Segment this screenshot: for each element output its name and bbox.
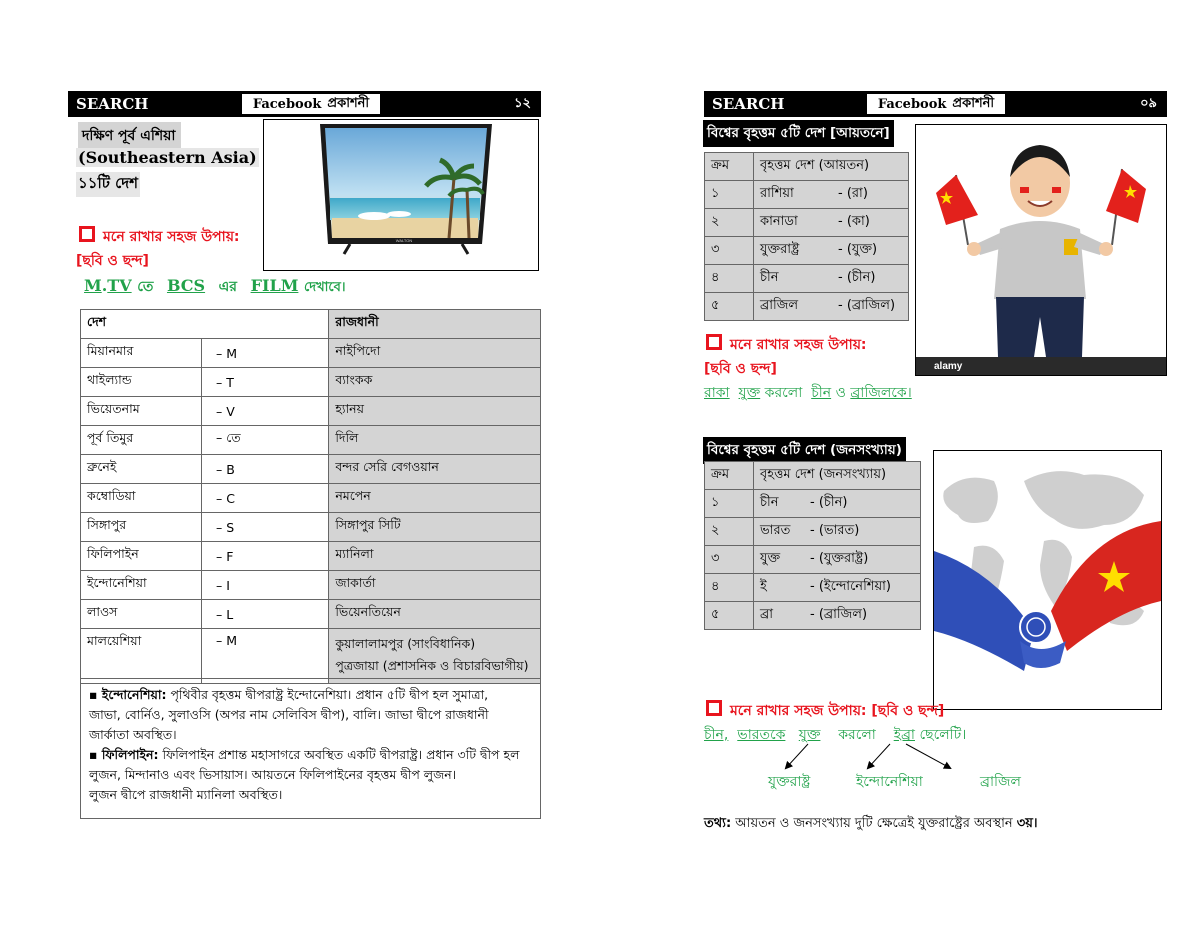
mnemonic-film: FILM bbox=[250, 276, 299, 295]
capitals-table-body bbox=[81, 339, 541, 629]
arrow-to-brazil bbox=[906, 744, 950, 768]
country-cell: সিঙ্গাপুর bbox=[81, 513, 202, 542]
fact-label: তথ্য: bbox=[704, 816, 732, 831]
country-abbr: - (চীন) bbox=[838, 270, 876, 285]
country-name: ব্রাজিল bbox=[760, 298, 799, 313]
table-row bbox=[81, 571, 541, 600]
country-cell: মালয়েশিয়া bbox=[81, 629, 202, 684]
rank-cell: ২ bbox=[705, 209, 754, 237]
tip-sub-left: [ছবি ও ছন্দ] bbox=[76, 253, 149, 269]
mnemonic-te: তে bbox=[137, 279, 154, 295]
handshake-map-illustration bbox=[934, 451, 1161, 709]
rank-cell: ৩ bbox=[705, 237, 754, 265]
table-row bbox=[81, 513, 541, 542]
left-page-header bbox=[68, 91, 541, 117]
note-indonesia-3: জার্কাতা অবস্থিত। bbox=[89, 727, 177, 742]
capital-line-2: পুত্রজায়া (প্রশাসনিক ও বিচারবিভাগীয়) bbox=[335, 658, 529, 673]
table-row bbox=[705, 293, 909, 321]
tv-image-frame bbox=[263, 119, 539, 271]
country-name: চীন bbox=[760, 495, 779, 510]
table-row bbox=[81, 397, 541, 426]
tip-title-left bbox=[79, 225, 240, 249]
note-philippines-3: লুজন দ্বীপে রাজধানী ম্যানিলা অবস্থিত। bbox=[89, 787, 283, 802]
mnemonic-dekhabe: দেখাবে। bbox=[303, 280, 346, 295]
capital-cell: বন্দর সেরি বেগওয়ান bbox=[329, 455, 541, 484]
page-number: ১২ bbox=[514, 95, 531, 111]
country-cell: ইন্দোনেশিয়া bbox=[81, 571, 202, 600]
code-cell: – B bbox=[202, 455, 329, 484]
capital-cell: জাকার্তা bbox=[329, 571, 541, 600]
rank-cell: ১ bbox=[705, 181, 754, 209]
country-abbr: - (ইন্দোনেশিয়া) bbox=[810, 579, 891, 594]
code-cell: – C bbox=[202, 484, 329, 513]
note-philippines-2: লুজন, মিন্দানাও এবং ভিসায়াস। আয়তনে ফিলিপাইনের বৃহত্তম দ্বীপ লুজন। bbox=[89, 767, 457, 782]
table-row bbox=[705, 574, 921, 602]
country-cell: ভিয়েতনাম bbox=[81, 397, 202, 426]
publisher-name: প্রকাশনী bbox=[327, 95, 370, 111]
country-cell: থাইল্যান্ড bbox=[81, 368, 202, 397]
rank-cell: ৩ bbox=[705, 546, 754, 574]
col-name-header: বৃহত্তম দেশ (জনসংখ্যায়) bbox=[754, 462, 921, 490]
code-cell: – M bbox=[202, 629, 329, 684]
country-cell bbox=[754, 181, 909, 209]
tip-title-text: মনে রাখার সহজ উপায়: bbox=[103, 229, 240, 245]
country-abbr: - (চীন) bbox=[810, 495, 848, 510]
branch-indonesia: ইন্দোনেশিয়া bbox=[856, 774, 923, 790]
col-name-header: বৃহত্তম দেশ (আয়তন) bbox=[754, 153, 909, 181]
mn-w5: ইব্রা bbox=[893, 727, 915, 743]
arrow-to-indonesia bbox=[868, 744, 890, 768]
code-cell: – V bbox=[202, 397, 329, 426]
mn-w2: ভারতকে bbox=[737, 727, 786, 743]
arrow-to-usa bbox=[786, 744, 808, 768]
area-rank-body bbox=[705, 181, 909, 321]
rank-cell: ২ bbox=[705, 518, 754, 546]
country-cell: মিয়ানমার bbox=[81, 339, 202, 368]
mn-w4: চীন bbox=[811, 385, 832, 401]
population-section-title: বিশ্বের বৃহত্তম ৫টি দেশ (জনসংখ্যায়) bbox=[703, 437, 906, 464]
table-row bbox=[705, 602, 921, 630]
capital-cell: হ্যানয় bbox=[329, 397, 541, 426]
table-row bbox=[705, 181, 909, 209]
mnemonic-bcs: BCS bbox=[166, 276, 206, 295]
region-title-en: (Southeastern Asia) bbox=[78, 148, 257, 167]
country-cell: ব্রুনেই bbox=[81, 455, 202, 484]
note-indonesia-1: ▪ ইন্দোনেশিয়া: পৃথিবীর বৃহত্তম দ্বীপরাষ্ট্র ইন্দোনেশিয়া। প্রধান ৫টি দ্বীপ হল সুমাত্রা, bbox=[89, 687, 489, 702]
country-cell: লাওস bbox=[81, 600, 202, 629]
code-cell: – তে bbox=[202, 426, 329, 455]
table-row-malaysia bbox=[81, 629, 541, 684]
note-indonesia-label: ইন্দোনেশিয়া: bbox=[101, 687, 167, 702]
country-cell bbox=[754, 546, 921, 574]
note-text: ফিলিপাইন প্রশান্ত মহাসাগরে অবস্থিত একটি দ্বীপরাষ্ট্র। প্রধান ৩টি দ্বীপ হল bbox=[162, 747, 520, 762]
tip-title-area bbox=[706, 333, 867, 357]
capital-cell: নমপেন bbox=[329, 484, 541, 513]
notes-box bbox=[80, 678, 541, 819]
country-cell bbox=[754, 265, 909, 293]
country-abbr: - (ব্রাজিল) bbox=[838, 298, 896, 313]
country-cell bbox=[754, 490, 921, 518]
tip-title-text: মনে রাখার সহজ উপায়: bbox=[730, 337, 867, 353]
rank-cell: ৪ bbox=[705, 265, 754, 293]
page-number: ০৯ bbox=[1140, 95, 1157, 111]
capital-cell: ব্যাংকক bbox=[329, 368, 541, 397]
note-philippines-label: ফিলিপাইন: bbox=[101, 747, 159, 762]
rank-cell: ৫ bbox=[705, 293, 754, 321]
mnemonic-left bbox=[84, 275, 346, 299]
country-cell bbox=[754, 602, 921, 630]
country-name: যুক্তরাষ্ট্র bbox=[760, 242, 800, 257]
square-bullet-icon bbox=[79, 226, 95, 242]
tv-illustration bbox=[264, 120, 538, 270]
code-cell: – T bbox=[202, 368, 329, 397]
capital-cell: সিঙ্গাপুর সিটি bbox=[329, 513, 541, 542]
code-cell: – F bbox=[202, 542, 329, 571]
branch-brazil: ব্রাজিল bbox=[980, 774, 1021, 790]
handshake-map-photo bbox=[933, 450, 1162, 710]
country-name: চীন bbox=[760, 270, 779, 285]
code-cell: – L bbox=[202, 600, 329, 629]
country-cell: ফিলিপাইন bbox=[81, 542, 202, 571]
fact-text: আয়তন ও জনসংখ্যায় দুটি ক্ষেত্রেই যুক্তরাষ্ট্রের অবস্থান bbox=[735, 816, 1013, 831]
code-cell: – M bbox=[202, 339, 329, 368]
capital-cell: দিলি bbox=[329, 426, 541, 455]
country-name: ই bbox=[760, 579, 767, 594]
capital-cell: ম্যানিলা bbox=[329, 542, 541, 571]
square-bullet-icon bbox=[706, 700, 722, 716]
country-abbr: - (ব্রাজিল) bbox=[810, 607, 868, 622]
note-philippines-1: ▪ ফিলিপাইন: ফিলিপাইন প্রশান্ত মহাসাগরে অবস্থিত একটি দ্বীপরাষ্ট্র। প্রধান ৩টি দ্বীপ হল bbox=[89, 747, 520, 762]
col-country-header: দেশ bbox=[81, 310, 329, 339]
country-cell: পূর্ব তিমুর bbox=[81, 426, 202, 455]
fact-line bbox=[704, 814, 1038, 835]
country-abbr: - (যুক্তরাষ্ট্র) bbox=[810, 551, 869, 566]
col-capital-header: রাজধানী bbox=[329, 310, 541, 339]
table-header-row bbox=[705, 462, 921, 490]
publisher-name: প্রকাশনী bbox=[952, 95, 995, 111]
country-cell: কম্বোডিয়া bbox=[81, 484, 202, 513]
square-bullet-icon bbox=[706, 334, 722, 350]
mnemonic-tv: TV bbox=[107, 276, 132, 295]
tv-brand-label: WALTON bbox=[395, 238, 413, 243]
child-flags-photo bbox=[915, 124, 1167, 376]
branch-arrows bbox=[700, 738, 1000, 778]
mnemonic-dot: . bbox=[101, 276, 108, 295]
mn-w3: করলো bbox=[764, 385, 803, 401]
country-abbr: - (যুক্ত) bbox=[838, 242, 878, 257]
mn-w4: করলো bbox=[838, 727, 876, 743]
mn-w1: রাকা bbox=[704, 385, 730, 401]
table-row bbox=[81, 368, 541, 397]
capitals-table bbox=[80, 309, 541, 684]
country-cell bbox=[754, 293, 909, 321]
code-cell: – I bbox=[202, 571, 329, 600]
photo-watermark: alamy bbox=[934, 361, 963, 372]
capital-cell bbox=[329, 629, 541, 684]
table-row bbox=[705, 209, 909, 237]
country-name: রাশিয়া bbox=[760, 186, 794, 201]
table-row bbox=[81, 339, 541, 368]
table-row bbox=[705, 265, 909, 293]
country-name: ব্রা bbox=[760, 607, 774, 622]
brand-title: SEARCH bbox=[712, 95, 785, 113]
tip-title-text: মনে রাখার সহজ উপায়: [ছবি ও ছন্দ] bbox=[730, 703, 945, 719]
tip-title-population bbox=[706, 699, 944, 723]
mn-w1: চীন, bbox=[704, 727, 729, 743]
country-cell bbox=[754, 237, 909, 265]
region-title-bn: দক্ষিণ পূর্ব এশিয়া bbox=[78, 122, 181, 150]
mnemonic-area bbox=[704, 381, 912, 405]
publisher-box bbox=[866, 93, 1006, 115]
fact-bold: ৩য়। bbox=[1016, 816, 1038, 831]
population-rank-body bbox=[705, 490, 921, 630]
mnemonic-er: এর bbox=[218, 279, 238, 295]
note-indonesia-2: জাভা, বোর্নিও, সুলাওসি (অপর নাম সেলিবিস দ্বীপ), বালি। জাভা দ্বীপে রাজধানী bbox=[89, 707, 489, 722]
branch-usa: যুক্তরাষ্ট্র bbox=[768, 774, 811, 790]
table-row bbox=[705, 490, 921, 518]
mn-w3: যুক্ত bbox=[798, 727, 821, 743]
country-name: যুক্ত bbox=[760, 551, 781, 566]
capital-cell: ভিয়েনতিয়েন bbox=[329, 600, 541, 629]
note-text: পৃথিবীর বৃহত্তম দ্বীপরাষ্ট্র ইন্দোনেশিয়া। প্রধান ৫টি দ্বীপ হল সুমাত্রা, bbox=[170, 687, 489, 702]
col-rank-header: ক্রম bbox=[705, 462, 754, 490]
country-abbr: - (কা) bbox=[838, 214, 870, 229]
table-row bbox=[81, 542, 541, 571]
capital-line-1: কুয়ালালামপুর (সাংবিধানিক) bbox=[335, 636, 476, 651]
table-row bbox=[81, 484, 541, 513]
rank-cell: ৫ bbox=[705, 602, 754, 630]
country-abbr: - (ভারত) bbox=[810, 523, 860, 538]
publisher-facebook: Facebook bbox=[877, 96, 947, 112]
tip-sub-area: [ছবি ও ছন্দ] bbox=[704, 361, 777, 377]
mn-w2: যুক্ত bbox=[738, 385, 761, 401]
code-cell: – S bbox=[202, 513, 329, 542]
country-cell bbox=[754, 574, 921, 602]
country-abbr: - (রা) bbox=[838, 186, 868, 201]
publisher-facebook: Facebook bbox=[252, 96, 322, 112]
rank-cell: ৪ bbox=[705, 574, 754, 602]
table-header-row bbox=[705, 153, 909, 181]
mn-w6: ব্রাজিলকে। bbox=[850, 385, 912, 401]
country-name: কানাডা bbox=[760, 214, 798, 229]
table-header-row bbox=[81, 310, 541, 339]
country-count: ১১টি দেশ bbox=[76, 172, 140, 197]
population-rank-table bbox=[704, 461, 921, 630]
rank-cell: ১ bbox=[705, 490, 754, 518]
brand-title: SEARCH bbox=[76, 95, 149, 113]
table-row bbox=[81, 426, 541, 455]
table-row bbox=[705, 518, 921, 546]
right-page-header bbox=[704, 91, 1167, 117]
country-cell bbox=[754, 209, 909, 237]
mn-w5: ও bbox=[835, 385, 846, 401]
country-cell bbox=[754, 518, 921, 546]
col-rank-header: ক্রম bbox=[705, 153, 754, 181]
table-row bbox=[705, 546, 921, 574]
child-flags-illustration bbox=[916, 125, 1166, 375]
publisher-box bbox=[241, 93, 381, 115]
mnemonic-m: M bbox=[84, 276, 102, 295]
capital-cell: নাইপিদো bbox=[329, 339, 541, 368]
area-section-title: বিশ্বের বৃহত্তম ৫টি দেশ [আয়তনে] bbox=[703, 120, 894, 147]
table-row bbox=[81, 600, 541, 629]
area-rank-table bbox=[704, 152, 909, 321]
table-row bbox=[705, 237, 909, 265]
table-row bbox=[81, 455, 541, 484]
country-name: ভারত bbox=[760, 523, 791, 538]
mn-w6: ছেলেটি। bbox=[919, 727, 967, 743]
